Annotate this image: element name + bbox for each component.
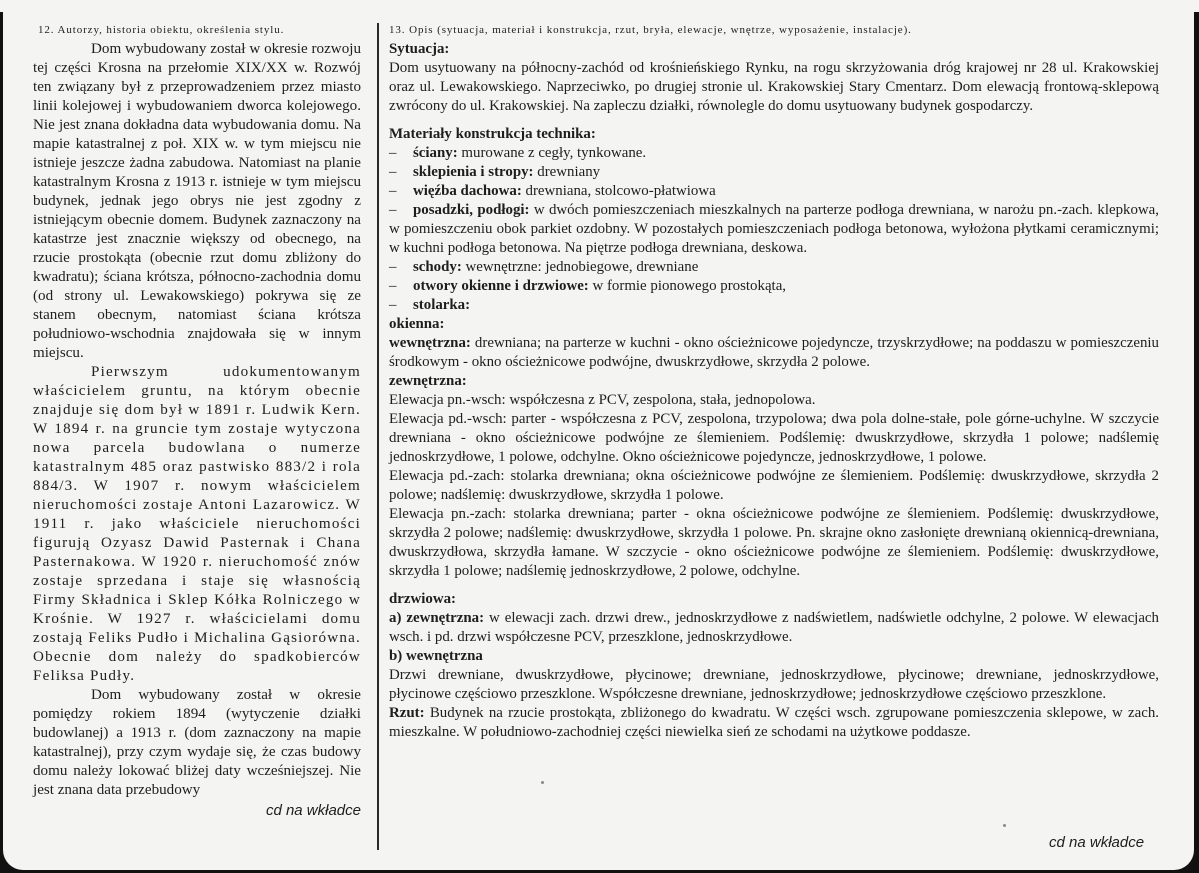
list-dash: – [389, 183, 397, 199]
window-internal [389, 334, 1159, 372]
material-label: stolarka: [413, 297, 471, 313]
form-card [3, 3, 1194, 870]
door-internal-heading: b) wewnętrzna [389, 648, 483, 664]
elevation-nw: Elewacja pn.-zach: stolarka drewniana; parter - okna ościeżnicowe podwójne ze ślemieniem. Podślemię: dwuskrzydłowe, skrzydła 2 polowe; nadślemię: dwuskrzydłowe, skrzydła 1 polowe. Pn. skrajne okno zasłonięte drewnianą okiennicą-drewniana, dwuskrzydłowa, skrzydła łamane. W szczycie - okno ościeżnicowe podwójne ze ślemieniem. Podślemię: dwuskrzydłowe, skrzydła 1 polowe; nadślemię jednoskrzydłowe, 2 polowe, odchylne. [389, 506, 1159, 579]
section-13-heading: 13. Opis (sytuacja, materiał i konstrukcja, rzut, bryła, elewacje, wnętrze, wyposażenie, instalacje). [389, 24, 912, 36]
elevation-se: Elewacja pd.-wsch: parter - współczesna z PCV, zespolona, trzypolowa; dwa pola dolne-stałe, pole górne-uchylne. W szczycie drewniana - okno ościeżnicowe podwójne ze ślemieniem. Podślemię: dwuskrzydłowe, skrzydła 1 polowe; nadślemię jednoskrzydłowe, 1 polowe, odchylne. Okno ościeżnicowe pojedyncze, jednoskrzydłowe, 1 polowe. [389, 411, 1159, 465]
list-dash: – [389, 297, 397, 313]
door-external-text: w elewacji zach. drzwi drew., jednoskrzydłowe z nadświetlem, nadświetle odchylne, 2 polowe. W elewacjach wsch. i pd. drzwi współczesne PCV, przeszklone, jednoskrzydłowe. [389, 610, 1159, 645]
material-text: w dwóch pomieszczeniach mieszkalnych na parterze podłoga drewniana, w narożu pn.-zach. klepkowa, w pomieszczeniu obok parkiet ozdobny. W pozostałych pomieszczeniach podłoga betonowa, wyłożona płytkami ceramicznymi; w kuchni podłoga betonowa. Na piętrze podłoga drewniana, deskowa. [389, 202, 1159, 256]
section-12-heading: 12. Autorzy, historia obiektu, określenia stylu. [38, 24, 285, 36]
material-text: w formie pionowego prostokąta, [588, 278, 787, 294]
list-dash: – [389, 145, 397, 161]
continued-note-left: cd na wkładce [265, 802, 361, 819]
material-label: ściany: [413, 145, 458, 161]
okienna-heading: okienna: [389, 316, 445, 332]
material-label: posadzki, podłogi: [413, 202, 530, 218]
material-label: sklepienia i stropy: [413, 164, 534, 180]
history-paragraph-1: Dom wybudowany został w okresie rozwoju tej części Krosna na przełomie XIX/XX w. Rozwój ten związany był z przeprowadzeniem przez miasto linii kolejowej i wybudowaniem dworca kolejowego. Nie jest znana dokładna data wybudowania domu. Na mapie katastralnej z poł. XIX w. w tym miejscu nie istnieje jeszcze żadna zabudowa. Natomiast na planie katastralnym Krosna z 1913 r. istnieje w tym miejscu budynek, jednak jego obrys nie jest zgodny z istniejącym obecnie domem. Budynek zaznaczony na katastrze jest znacznie większy od obecnego, na rzucie prostokąta (obecnie rzut domu zbliżony do kwadratu); ściana krótsza, północno-zachodnia domu (od strony ul. Lewakowskiego) pokrywa się ze stanem obecnym, natomiast ściana krótsza południowo-wschodnia znajdowała się w innym miejscu. [33, 41, 361, 361]
material-item-roof-truss [389, 182, 1159, 201]
plan-description [389, 704, 1159, 742]
elevation-ne: Elewacja pn.-wsch: współczesna z PCV, zespolona, stała, jednopolowa. [389, 392, 816, 408]
material-item-ceilings [389, 163, 1159, 182]
history-paragraph-3: Dom wybudowany został w okresie pomiędzy rokiem 1894 (wytyczenie działki budowlanej) a 1913 r. (dom zaznaczony na mapie katastralnej), przy czym wydaje się, że czas budowy domu należy lokować bliżej daty wcześniejszej. Nie jest znana data przebudowy [33, 687, 361, 798]
door-external [389, 609, 1159, 647]
list-dash: – [389, 202, 397, 218]
list-dash: – [389, 164, 397, 180]
material-label: otwory okienne i drzwiowe: [413, 278, 589, 294]
door-external-label: a) zewnętrzna: [389, 610, 485, 626]
list-dash: – [389, 259, 397, 275]
sytuacja-text: Dom usytuowany na północny-zachód od krośnieńskiego Rynku, na rogu skrzyżowania dróg krajowej nr 28 ul. Krakowskiej oraz ul. Lewakowskiego. Naprzeciwko, po drugiej stronie ul. Krakowskiej Stary Cmentarz. Dom elewacją frontową-sklepową zwrócony do ul. Krakowskiej. Na zapleczu działki, równolegle do domu usytuowany budynek gospodarczy. [389, 60, 1159, 114]
zewnetrzna-heading: zewnętrzna: [389, 373, 467, 389]
material-label: więźba dachowa: [413, 183, 522, 199]
right-column [389, 23, 1159, 742]
history-paragraph-2: Pierwszym udokumentowanym właścicielem gruntu, na którym obecnie znajduje się dom był w 1891 r. Ludwik Kern. W 1894 r. na gruncie tym zostaje wytyczona nowa parcela budowlana o numerze katastralnym 485 oraz pastwisko 883/2 i rola 884/3. W 1907 r. nowym właścicielem nieruchomości zostaje Antoni Lazarowicz. W 1911 r. jako właściciele nieruchomości figurują Ozyasz Dawid Pasternak i Chana Pasternakowa. W 1920 r. nieruchomość znów zostaje sprzedana i staje się własnością Firmy Składnica i Sklep Kółka Rolniczego w Krośnie. W 1927 r. właścicielami domu zostają Feliks Pudło i Michalina Gąsiorówna. Obecnie dom należy do spadkobierców Feliksa Pudły. [33, 364, 361, 684]
plan-label: Rzut: [389, 705, 425, 721]
sytuacja-heading: Sytuacja: [389, 41, 450, 57]
column-divider [377, 23, 379, 850]
material-item-joinery [389, 296, 1159, 315]
elevation-sw: Elewacja pd.-zach: stolarka drewniana; okna ościeżnicowe podwójne ze ślemieniem. Podślemię: dwuskrzydłowe, skrzydła 2 polowe; nadślemię: dwuskrzydłowe, skrzydła 1 polowe. [389, 468, 1159, 503]
material-item-stairs [389, 258, 1159, 277]
materialy-heading: Materiały konstrukcja technika: [389, 126, 596, 142]
door-internal-text: Drzwi drewniane, dwuskrzydłowe, płycinowe; drewniane, jednoskrzydłowe, płycinowe; drewniane, jednoskrzydłowe, płycinowe częściowo przeszklone. Współczesne drewniane, jednoskrzydłowe; jednoskrzydłowe częściowo przeszklone. [389, 667, 1159, 702]
material-text: wewnętrzne: jednobiegowe, drewniane [461, 259, 699, 275]
drzwiowa-heading: drzwiowa: [389, 591, 456, 607]
material-item-floors [389, 201, 1159, 258]
window-internal-label: wewnętrzna: [389, 335, 471, 351]
material-text: drewniana, stolcowo-płatwiowa [521, 183, 716, 199]
window-internal-text: drewniana; na parterze w kuchni - okno ościeżnicowe pojedyncze, trzyskrzydłowe; na poddaszu w pomieszczeniu środkowym - okno ościeżnicowe podwójne, dwuskrzydłowe, skrzydła 2 polowe. [389, 335, 1159, 370]
list-dash: – [389, 278, 397, 294]
left-column [33, 23, 361, 821]
continued-note-right: cd na wkładce [1049, 834, 1145, 851]
material-text: murowane z cegły, tynkowane. [457, 145, 647, 161]
paper-speck [1003, 824, 1006, 827]
material-text: drewniany [533, 164, 601, 180]
material-label: schody: [413, 259, 462, 275]
material-item-openings [389, 277, 1159, 296]
plan-text: Budynek na rzucie prostokąta, zbliżonego do kwadratu. W części wsch. zgrupowane pomieszczenia sklepowe, w zach. mieszkalne. W południowo-zachodniej części niewielka sień ze schodami na użytkowe poddasze. [389, 705, 1159, 740]
paper-speck [541, 781, 544, 784]
material-item-walls [389, 144, 1159, 163]
